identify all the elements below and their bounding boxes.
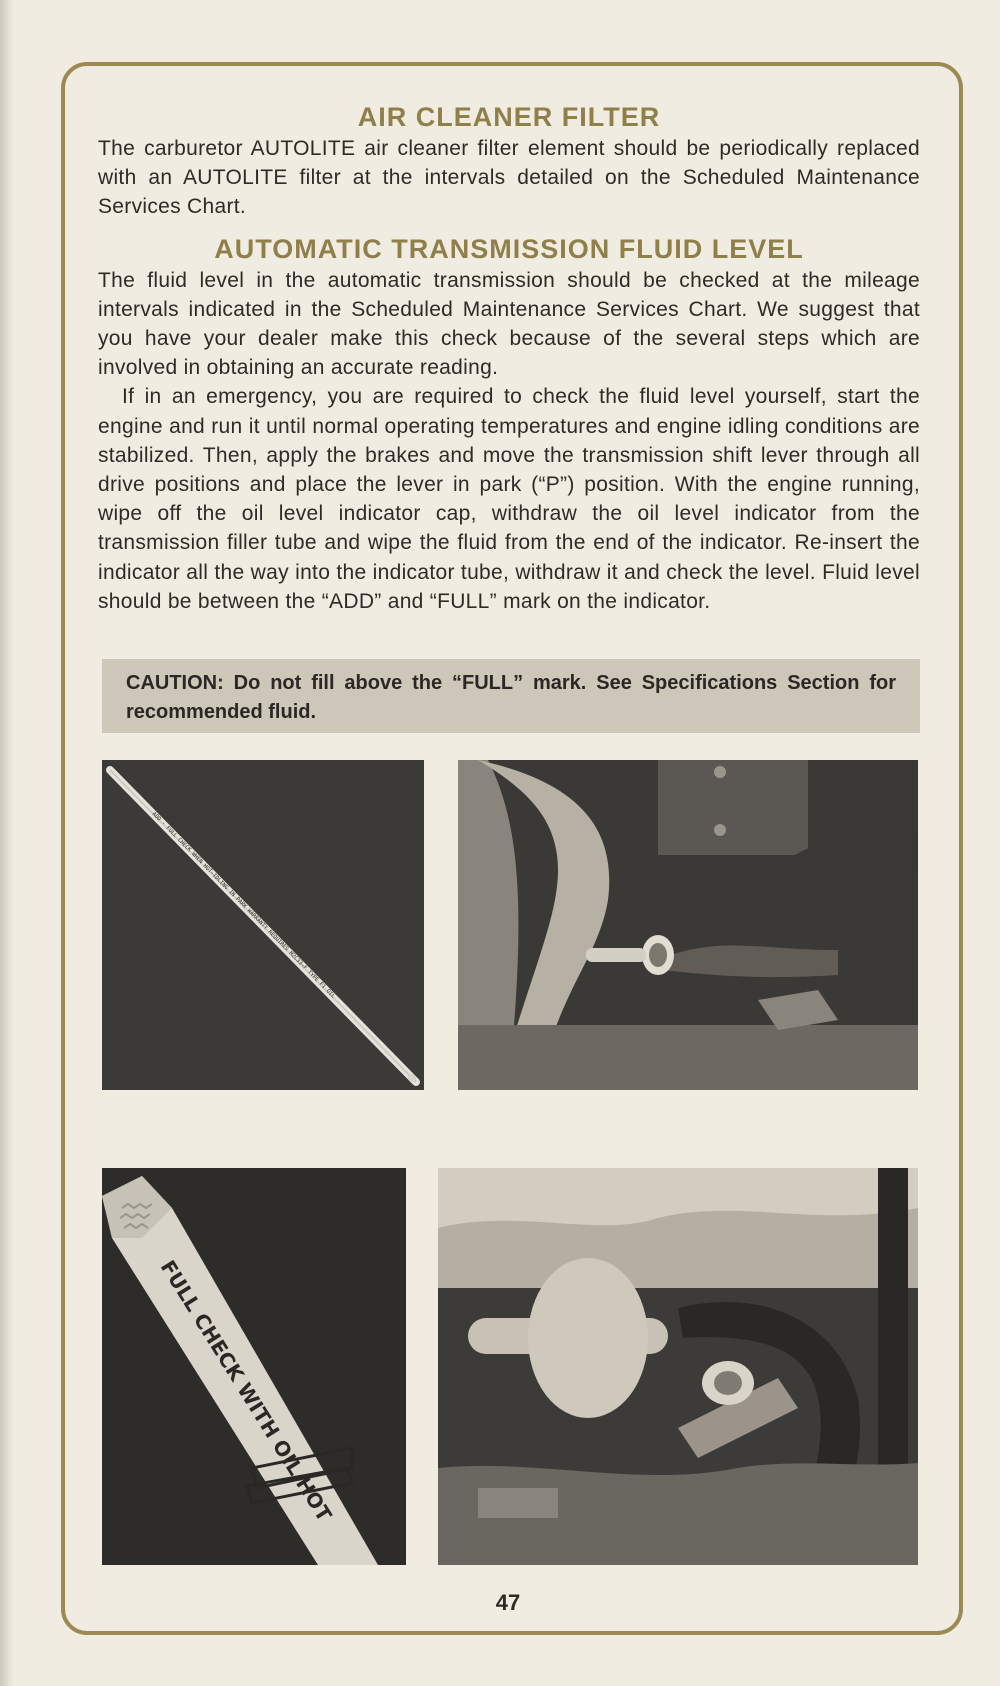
dipstick-closeup-stamped-text: FULL CHECK WITH OIL HOT [155, 1255, 337, 1526]
engine-dipstick-location-photo [458, 760, 918, 1090]
dipstick-stamped-text: ADD · FULL CHECK WHEN HOT—IDLING IN PARK WARRANTY REQUIRES M2C33—F TYPE F1 OIL [150, 811, 336, 1000]
caution-box: CAUTION: Do not fill above the “FULL” mark. See Specifications Section for recommended fluid. [102, 659, 920, 733]
page-binding-shadow [0, 0, 14, 1686]
dipstick-closeup-photo [102, 1168, 406, 1565]
air-cleaner-heading: AIR CLEANER FILTER [357, 102, 661, 132]
engine-bay-image-1 [458, 760, 918, 1090]
page-number: 47 [495, 1590, 521, 1615]
transmission-fluid-heading: AUTOMATIC TRANSMISSION FLUID LEVEL [214, 233, 804, 264]
air-cleaner-paragraph: The carburetor AUTOLITE air cleaner filter element should be periodically replaced with an AUTOLITE filter at the intervals detailed on the Scheduled Maintenance Services Chart. [98, 137, 920, 219]
dipstick-closeup-image [102, 1168, 406, 1565]
transmission-fluid-paragraph-2: If in an emergency, you are required to check the fluid level yourself, start the engine and run it until normal operating temperatures and engine idling conditions are stabilized. Then, apply the brakes and move the transmission shift lever through all drive positions and place the lever in park (“P”) position. With the engine running, wipe off the oil level indicator cap, withdraw the oil level indicator from the transmission filler tube and wipe the fluid from the end of the indicator. Re-insert the indicator all the way into the indicator tube, withdraw it and check the level. Fluid level should be between the “ADD” and “FULL” mark on the indicator. [98, 385, 920, 613]
engine-bay-image-2 [438, 1168, 918, 1565]
dipstick-full-image [102, 760, 424, 1090]
transmission-fluid-paragraph-1: The fluid level in the automatic transmission should be checked at the mileage intervals indicated in the Scheduled Maintenance Services Chart. We suggest that you have your dealer make this check because of the several steps which are involved in obtaining an accurate reading. [98, 268, 920, 380]
page-content [98, 100, 920, 616]
dipstick-full-photo [102, 760, 424, 1090]
engine-filler-tube-photo [438, 1168, 918, 1565]
